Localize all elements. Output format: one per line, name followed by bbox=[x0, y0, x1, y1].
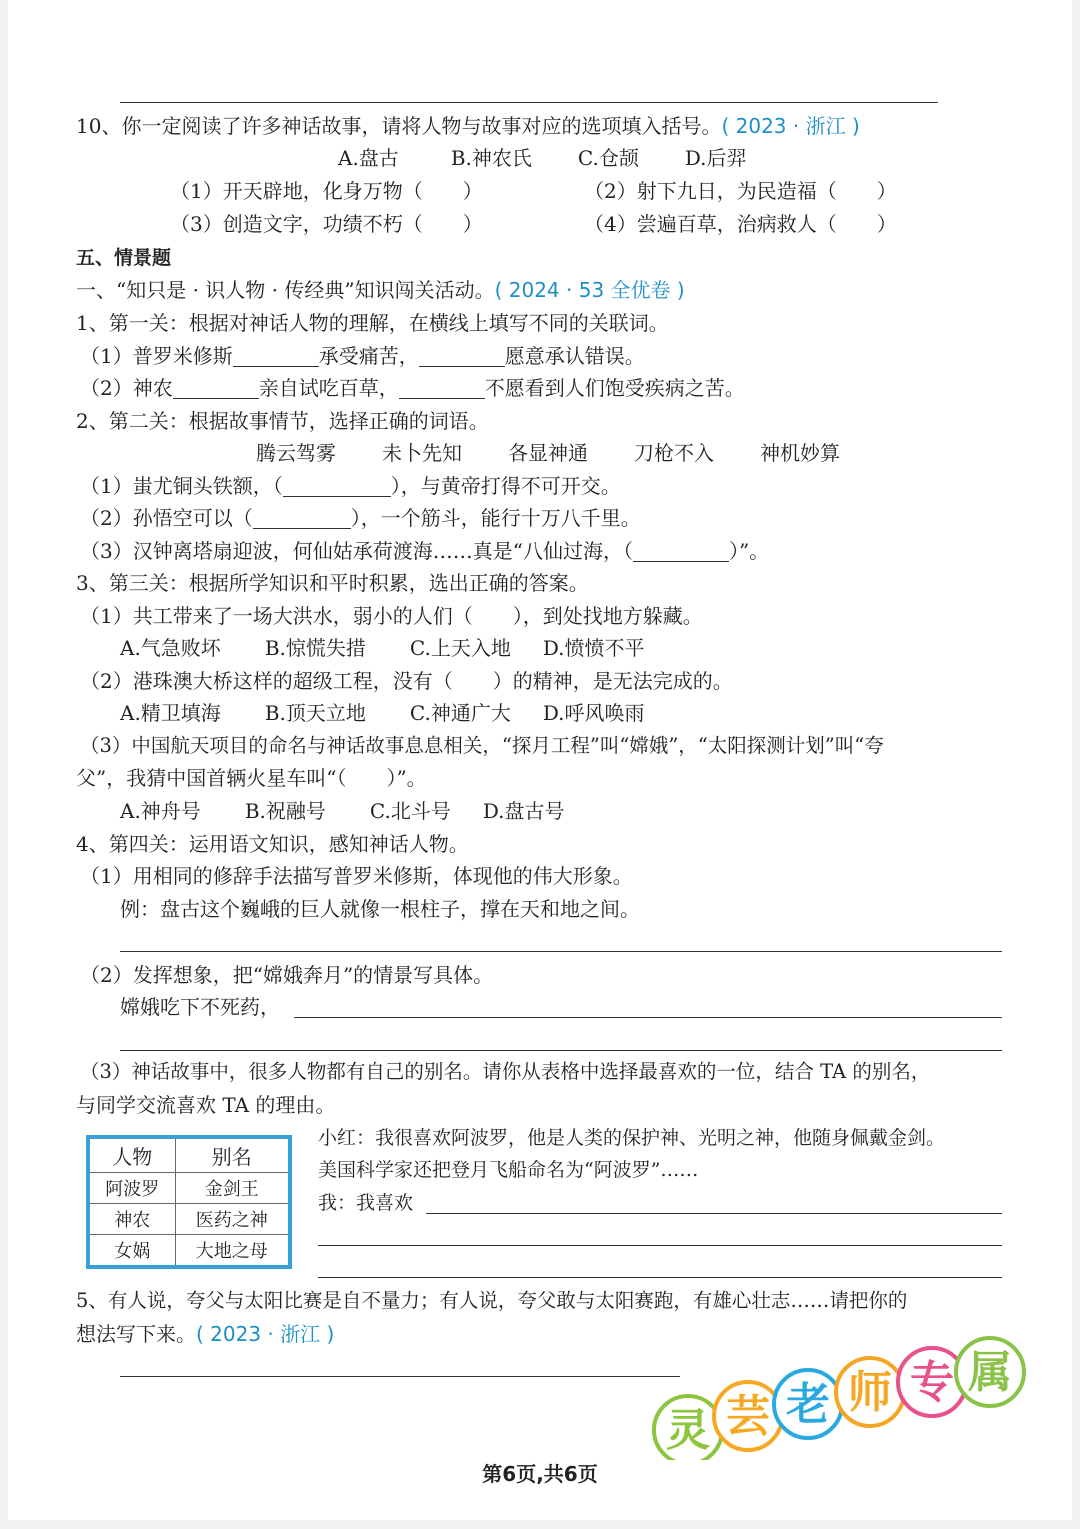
section-intro-source: ( 2024 · 53 全优卷 ) bbox=[494, 278, 685, 302]
q10-stem-text: 10、你一定阅读了许多神话故事，请将人物与故事对应的选项填入括号。 bbox=[76, 114, 722, 138]
stamp-char: 芸 bbox=[726, 1391, 770, 1442]
level4-q3-line1: （3）神话故事中，很多人物都有自己的别名。请你从表格中选择最喜欢的一位，结合 TA 的别名， bbox=[80, 1060, 931, 1083]
q10-item-3 bbox=[170, 210, 483, 238]
q10-item-3-close: ） bbox=[462, 212, 483, 236]
word-4: 刀枪不入 bbox=[634, 441, 714, 465]
option: D.愤愤不平 bbox=[542, 636, 645, 660]
level1-item-1-c: 愿意承认错误。 bbox=[504, 344, 645, 368]
stamp-char: 老 bbox=[786, 1379, 830, 1430]
answer-line[interactable] bbox=[120, 1376, 680, 1377]
option: B.顶天立地 bbox=[264, 701, 366, 725]
level2-item-3 bbox=[80, 537, 769, 565]
q10-item-2-text: （2）射下九日，为民造福（ bbox=[584, 179, 837, 203]
fill-blank[interactable] bbox=[253, 508, 351, 529]
level3-q1: （1）共工带来了一场大洪水，弱小的人们（ ），到处找地方躲藏。 bbox=[80, 604, 703, 628]
fill-blank[interactable] bbox=[399, 378, 485, 399]
q10-item-2 bbox=[584, 177, 897, 205]
option: C.上天入地 bbox=[409, 636, 511, 660]
q5-line2-text: 想法写下来。 bbox=[76, 1322, 196, 1346]
option: D.盘古号 bbox=[482, 799, 565, 823]
me-prompt: 我：我喜欢 bbox=[318, 1192, 414, 1214]
q5-line1: 5、有人说，夸父与太阳比赛是自不量力；有人说，夸父敢与太阳赛跑，有雄心壮志……请把你的 bbox=[76, 1289, 908, 1312]
option: C.神通广大 bbox=[409, 701, 511, 725]
table-header: 人物 bbox=[88, 1137, 175, 1173]
level4-q2: （2）发挥想象，把“嫦娥奔月”的情景写具体。 bbox=[80, 963, 494, 987]
level1-item-2-a: （2）神农 bbox=[80, 376, 173, 400]
fill-blank[interactable] bbox=[283, 476, 391, 497]
q10-option-b: B.神农氏 bbox=[450, 146, 532, 170]
word-3: 各显神通 bbox=[508, 441, 588, 465]
option: C.北斗号 bbox=[369, 799, 451, 823]
section-intro-text: 一、“知只是 · 识人物 · 传经典”知识闯关活动。 bbox=[76, 278, 495, 302]
q10-item-4-close: ） bbox=[876, 212, 897, 236]
table-row bbox=[88, 1234, 290, 1267]
level4-q1: （1）用相同的修辞手法描写普罗米修斯，体现他的伟大形象。 bbox=[80, 864, 633, 888]
answer-line[interactable] bbox=[426, 1213, 1002, 1214]
answer-line[interactable] bbox=[120, 1050, 1002, 1051]
q10-item-1-close: ） bbox=[462, 179, 483, 203]
answer-line bbox=[120, 102, 938, 103]
q10-item-1-text: （1）开天辟地，化身万物（ bbox=[170, 179, 423, 203]
q10-source: ( 2023 · 浙江 ) bbox=[721, 114, 860, 138]
level2-item-2-a: （2）孙悟空可以（ bbox=[80, 506, 253, 530]
answer-line[interactable] bbox=[318, 1277, 1002, 1278]
fill-blank[interactable] bbox=[173, 378, 259, 399]
level4-q2-start: 嫦娥吃下不死药， bbox=[120, 995, 280, 1019]
level2-item-1-b: ），与黄帝打得不可开交。 bbox=[390, 474, 621, 498]
fill-blank[interactable] bbox=[233, 346, 319, 367]
table-cell: 阿波罗 bbox=[88, 1173, 175, 1204]
section-title: 五、情景题 bbox=[76, 247, 172, 269]
level2-word-bank bbox=[256, 439, 840, 467]
answer-line[interactable] bbox=[318, 1245, 1002, 1246]
option: A.神舟号 bbox=[120, 799, 201, 823]
level3-q2: （2）港珠澳大桥这样的超级工程，没有（ ）的精神，是无法完成的。 bbox=[80, 669, 733, 693]
table-cell: 金剑王 bbox=[175, 1173, 290, 1204]
level4-stem: 4、第四关：运用语文知识，感知神话人物。 bbox=[76, 832, 469, 856]
option: B.惊慌失措 bbox=[264, 636, 366, 660]
fill-blank[interactable] bbox=[419, 346, 505, 367]
section-intro bbox=[76, 276, 685, 304]
word-2: 未卜先知 bbox=[382, 441, 462, 465]
level1-item-2-b: 亲自试吃百草， bbox=[258, 376, 399, 400]
table-header: 别名 bbox=[175, 1137, 290, 1173]
table-cell: 大地之母 bbox=[175, 1234, 290, 1267]
level3-q2-options bbox=[120, 699, 645, 727]
q10-option-a: A.盘古 bbox=[338, 146, 399, 170]
teacher-watermark-stamp bbox=[648, 1330, 1028, 1460]
answer-line[interactable] bbox=[120, 951, 1002, 952]
level2-item-1-a: （1）蚩尤铜头铁额，（ bbox=[80, 474, 283, 498]
q10-options bbox=[338, 144, 747, 172]
level1-item-1-a: （1）普罗米修斯 bbox=[80, 344, 233, 368]
table-cell: 医药之神 bbox=[175, 1204, 290, 1235]
level1-item-2-c: 不愿看到人们饱受疾病之苦。 bbox=[484, 376, 745, 400]
level1-item-1-b: 承受痛苦， bbox=[318, 344, 419, 368]
level3-stem: 3、第三关：根据所学知识和平时积累，选出正确的答案。 bbox=[76, 571, 589, 595]
word-1: 腾云驾雾 bbox=[256, 441, 336, 465]
q10-item-3-text: （3）创造文字，功绩不朽（ bbox=[170, 212, 423, 236]
level2-item-2-b: ），一个筋斗，能行十万八千里。 bbox=[350, 506, 641, 530]
level2-item-3-a: （3）汉钟离塔扇迎波，何仙姑承荷渡海……真是“八仙过海，（ bbox=[80, 539, 633, 563]
q10-item-2-close: ） bbox=[876, 179, 897, 203]
q5-line2 bbox=[76, 1320, 334, 1348]
level1-item-2 bbox=[80, 374, 745, 402]
fill-blank[interactable] bbox=[633, 541, 729, 562]
option: B.祝融号 bbox=[244, 799, 326, 823]
page-footer: 第6页,共6页 bbox=[482, 1462, 598, 1486]
level3-q1-options bbox=[120, 634, 645, 662]
q10-item-4-text: （4）尝遍百草，治病救人（ bbox=[584, 212, 837, 236]
xiaohong-line1: 小红：我很喜欢阿波罗，他是人类的保护神、光明之神，他随身佩戴金剑。 bbox=[318, 1127, 946, 1149]
q5-source: ( 2023 · 浙江 ) bbox=[196, 1322, 335, 1346]
level2-item-1 bbox=[80, 472, 621, 500]
q10-stem bbox=[76, 112, 860, 140]
option: A.精卫填海 bbox=[120, 701, 221, 725]
option: A.气急败坏 bbox=[120, 636, 221, 660]
xiaohong-line2: 美国科学家还把登月飞船命名为“阿波罗”…… bbox=[318, 1159, 699, 1181]
level2-item-2 bbox=[80, 504, 641, 532]
level4-example: 例：盘古这个巍峨的巨人就像一根柱子，撑在天和地之间。 bbox=[120, 897, 640, 921]
level3-q3-line2: 父”，我猜中国首辆火星车叫“（ ）”。 bbox=[76, 766, 427, 790]
table-cell: 神农 bbox=[88, 1204, 175, 1235]
worksheet-page bbox=[8, 0, 1072, 1520]
q10-option-c: C.仓颉 bbox=[577, 146, 639, 170]
stamp-char: 专 bbox=[910, 1357, 954, 1408]
level2-item-3-b: ）”。 bbox=[728, 539, 770, 563]
answer-line[interactable] bbox=[294, 1017, 1002, 1018]
table-row bbox=[88, 1204, 290, 1235]
stamp-char: 灵 bbox=[666, 1405, 710, 1456]
level2-stem: 2、第二关：根据故事情节，选择正确的词语。 bbox=[76, 409, 489, 433]
option: D.呼风唤雨 bbox=[542, 701, 645, 725]
word-5: 神机妙算 bbox=[760, 441, 840, 465]
alias-table bbox=[86, 1135, 292, 1269]
table-cell: 女娲 bbox=[88, 1234, 175, 1267]
table-row bbox=[88, 1173, 290, 1204]
stamp-char: 属 bbox=[968, 1347, 1012, 1398]
level1-item-1 bbox=[80, 342, 645, 370]
stamp-char: 师 bbox=[848, 1367, 892, 1418]
q10-item-1 bbox=[170, 177, 483, 205]
level4-q3-line2: 与同学交流喜欢 TA 的理由。 bbox=[76, 1093, 336, 1117]
q10-item-4 bbox=[584, 210, 897, 238]
q10-option-d: D.后羿 bbox=[684, 146, 747, 170]
level1-stem: 1、第一关：根据对神话人物的理解，在横线上填写不同的关联词。 bbox=[76, 311, 669, 335]
level3-q3-line1: （3）中国航天项目的命名与神话故事息息相关，“探月工程”叫“嫦娥”，“太阳探测计划”叫“夸 bbox=[80, 734, 884, 757]
level3-q3-options bbox=[120, 797, 565, 825]
